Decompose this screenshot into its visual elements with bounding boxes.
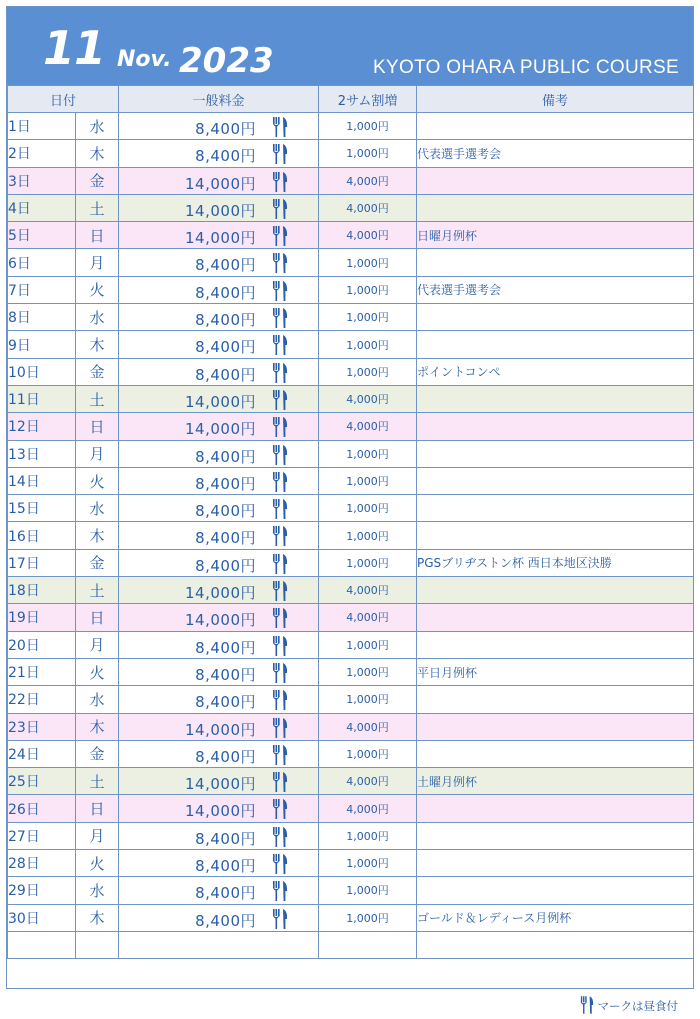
empty-cell xyxy=(417,931,694,958)
fee-amount: 8,400円 xyxy=(195,283,257,302)
fork-knife-icon xyxy=(272,445,288,465)
date-cell: 3日 xyxy=(8,167,76,194)
note-cell: ポイントコンペ xyxy=(417,358,694,385)
fee-amount: 8,400円 xyxy=(195,147,257,166)
weekday-cell: 水 xyxy=(76,304,119,331)
fee-amount: 14,000円 xyxy=(185,611,257,630)
note-cell xyxy=(417,467,694,494)
weekday-cell: 月 xyxy=(76,249,119,276)
note-cell: PGSブリヂストン杯 西日本地区決勝 xyxy=(417,549,694,576)
fee-cell xyxy=(119,522,319,549)
two-some-surcharge-cell: 1,000円 xyxy=(319,331,417,358)
weekday-cell: 日 xyxy=(76,604,119,631)
date-cell: 16日 xyxy=(8,522,76,549)
table-row xyxy=(8,877,694,904)
two-some-surcharge-cell: 1,000円 xyxy=(319,740,417,767)
two-some-surcharge-cell: 4,000円 xyxy=(319,413,417,440)
fork-knife-icon xyxy=(272,909,288,929)
weekday-cell: 日 xyxy=(76,413,119,440)
fee-amount: 8,400円 xyxy=(195,857,257,876)
two-some-surcharge-cell: 4,000円 xyxy=(319,194,417,221)
date-cell: 29日 xyxy=(8,877,76,904)
weekday-cell: 火 xyxy=(76,850,119,877)
fee-amount: 14,000円 xyxy=(185,775,257,794)
note-cell xyxy=(417,113,694,140)
note-cell xyxy=(417,795,694,822)
note-cell xyxy=(417,713,694,740)
date-cell: 27日 xyxy=(8,822,76,849)
date-cell: 19日 xyxy=(8,604,76,631)
fork-knife-icon xyxy=(272,581,288,601)
date-cell: 4日 xyxy=(8,194,76,221)
date-cell: 11日 xyxy=(8,385,76,412)
course-name: KYOTO OHARA PUBLIC COURSE xyxy=(373,57,679,78)
fork-knife-icon xyxy=(272,690,288,710)
fee-amount: 8,400円 xyxy=(195,556,257,575)
fee-amount: 8,400円 xyxy=(195,884,257,903)
fork-knife-icon xyxy=(272,772,288,792)
table-header-row xyxy=(8,86,694,113)
two-some-surcharge-cell: 1,000円 xyxy=(319,522,417,549)
fee-cell xyxy=(119,768,319,795)
legend-text: マークは昼食付 xyxy=(597,999,678,1013)
two-some-surcharge-cell: 4,000円 xyxy=(319,385,417,412)
empty-cell xyxy=(119,931,319,958)
fee-amount: 14,000円 xyxy=(185,392,257,411)
date-cell: 5日 xyxy=(8,222,76,249)
fee-cell xyxy=(119,140,319,167)
note-cell xyxy=(417,822,694,849)
col-header-two-some: 2サム割増 xyxy=(319,86,417,113)
col-header-notes: 備考 xyxy=(417,86,694,113)
two-some-surcharge-cell: 4,000円 xyxy=(319,167,417,194)
weekday-cell: 金 xyxy=(76,549,119,576)
weekday-cell: 土 xyxy=(76,194,119,221)
weekday-cell: 火 xyxy=(76,276,119,303)
date-cell: 26日 xyxy=(8,795,76,822)
date-cell: 12日 xyxy=(8,413,76,440)
fee-cell xyxy=(119,276,319,303)
fork-knife-icon xyxy=(272,663,288,683)
fee-cell xyxy=(119,413,319,440)
date-cell: 24日 xyxy=(8,740,76,767)
note-cell xyxy=(417,631,694,658)
note-cell xyxy=(417,249,694,276)
fork-knife-icon xyxy=(272,472,288,492)
fork-knife-icon xyxy=(272,608,288,628)
fork-knife-icon xyxy=(272,636,288,656)
fee-cell xyxy=(119,495,319,522)
fee-amount: 8,400円 xyxy=(195,693,257,712)
col-header-date: 日付 xyxy=(8,86,119,113)
fee-amount: 8,400円 xyxy=(195,120,257,138)
fee-amount: 14,000円 xyxy=(185,802,257,821)
fee-amount: 8,400円 xyxy=(195,665,257,684)
date-cell: 28日 xyxy=(8,850,76,877)
fork-knife-icon xyxy=(272,199,288,219)
date-cell: 22日 xyxy=(8,686,76,713)
weekday-cell: 日 xyxy=(76,795,119,822)
weekday-cell: 土 xyxy=(76,768,119,795)
date-cell: 25日 xyxy=(8,768,76,795)
fee-cell xyxy=(119,194,319,221)
table-row xyxy=(8,795,694,822)
fee-amount: 8,400円 xyxy=(195,638,257,657)
two-some-surcharge-cell: 1,000円 xyxy=(319,631,417,658)
note-cell xyxy=(417,385,694,412)
month-name: Nov. xyxy=(117,47,172,72)
two-some-surcharge-cell: 4,000円 xyxy=(319,713,417,740)
fee-cell xyxy=(119,358,319,385)
two-some-surcharge-cell: 4,000円 xyxy=(319,795,417,822)
fee-cell xyxy=(119,740,319,767)
empty-cell xyxy=(8,931,76,958)
fee-cell xyxy=(119,440,319,467)
date-cell: 8日 xyxy=(8,304,76,331)
table-row xyxy=(8,194,694,221)
weekday-cell: 水 xyxy=(76,113,119,140)
fee-amount: 14,000円 xyxy=(185,229,257,248)
table-row xyxy=(8,686,694,713)
two-some-surcharge-cell: 1,000円 xyxy=(319,440,417,467)
date-cell: 14日 xyxy=(8,467,76,494)
two-some-surcharge-cell: 1,000円 xyxy=(319,549,417,576)
fee-cell xyxy=(119,658,319,685)
fee-cell xyxy=(119,577,319,604)
page-header xyxy=(7,7,693,85)
note-cell xyxy=(417,331,694,358)
table-row xyxy=(8,740,694,767)
fee-amount: 8,400円 xyxy=(195,529,257,548)
table-row xyxy=(8,276,694,303)
fork-knife-icon xyxy=(272,363,288,383)
fork-knife-icon xyxy=(272,854,288,874)
table-row xyxy=(8,222,694,249)
fee-amount: 14,000円 xyxy=(185,584,257,603)
date-cell: 7日 xyxy=(8,276,76,303)
note-cell xyxy=(417,413,694,440)
weekday-cell: 木 xyxy=(76,331,119,358)
fee-cell xyxy=(119,631,319,658)
two-some-surcharge-cell: 1,000円 xyxy=(319,850,417,877)
weekday-cell: 火 xyxy=(76,467,119,494)
date-cell: 9日 xyxy=(8,331,76,358)
two-some-surcharge-cell: 1,000円 xyxy=(319,276,417,303)
date-cell: 10日 xyxy=(8,358,76,385)
two-some-surcharge-cell: 1,000円 xyxy=(319,467,417,494)
two-some-surcharge-cell: 4,000円 xyxy=(319,604,417,631)
two-some-surcharge-cell: 1,000円 xyxy=(319,822,417,849)
weekday-cell: 土 xyxy=(76,577,119,604)
fee-amount: 8,400円 xyxy=(195,829,257,848)
fee-cell xyxy=(119,686,319,713)
weekday-cell: 木 xyxy=(76,713,119,740)
two-some-surcharge-cell: 1,000円 xyxy=(319,304,417,331)
table-row xyxy=(8,904,694,931)
fee-cell xyxy=(119,604,319,631)
fee-amount: 8,400円 xyxy=(195,911,257,930)
fork-knife-icon xyxy=(272,499,288,519)
fee-cell xyxy=(119,713,319,740)
two-some-surcharge-cell: 1,000円 xyxy=(319,495,417,522)
note-cell: ゴールド＆レディース月例杯 xyxy=(417,904,694,931)
fee-amount: 14,000円 xyxy=(185,720,257,739)
date-cell: 20日 xyxy=(8,631,76,658)
weekday-cell: 月 xyxy=(76,440,119,467)
note-cell: 代表選手選考会 xyxy=(417,140,694,167)
weekday-cell: 木 xyxy=(76,904,119,931)
weekday-cell: 水 xyxy=(76,686,119,713)
weekday-cell: 水 xyxy=(76,877,119,904)
table-row xyxy=(8,522,694,549)
fork-knife-icon xyxy=(272,335,288,355)
table-row xyxy=(8,113,694,140)
table-row xyxy=(8,604,694,631)
weekday-cell: 火 xyxy=(76,658,119,685)
fee-cell xyxy=(119,549,319,576)
fork-knife-icon xyxy=(272,144,288,164)
fork-knife-icon xyxy=(272,718,288,738)
table-row xyxy=(8,413,694,440)
year: 2023 xyxy=(179,41,274,81)
fee-cell xyxy=(119,904,319,931)
fee-cell xyxy=(119,850,319,877)
note-cell xyxy=(417,304,694,331)
date-cell: 17日 xyxy=(8,549,76,576)
note-cell xyxy=(417,604,694,631)
table-row xyxy=(8,549,694,576)
fork-knife-icon xyxy=(272,253,288,273)
fee-amount: 8,400円 xyxy=(195,338,257,357)
legend xyxy=(580,996,679,1014)
note-cell xyxy=(417,440,694,467)
table-row xyxy=(8,140,694,167)
fork-knife-icon xyxy=(272,172,288,192)
empty-cell xyxy=(76,931,119,958)
table-row xyxy=(8,577,694,604)
table-row xyxy=(8,631,694,658)
date-cell: 2日 xyxy=(8,140,76,167)
fork-knife-icon xyxy=(272,390,288,410)
fork-knife-icon xyxy=(272,799,288,819)
fee-amount: 14,000円 xyxy=(185,420,257,439)
table-row xyxy=(8,713,694,740)
fork-knife-icon xyxy=(272,827,288,847)
weekday-cell: 月 xyxy=(76,631,119,658)
date-cell: 15日 xyxy=(8,495,76,522)
weekday-cell: 金 xyxy=(76,358,119,385)
fee-calendar-table xyxy=(7,85,694,959)
fee-cell xyxy=(119,877,319,904)
fee-cell xyxy=(119,795,319,822)
fork-knife-icon xyxy=(272,117,288,137)
fee-amount: 8,400円 xyxy=(195,474,257,493)
fork-knife-icon xyxy=(272,554,288,574)
fork-knife-icon xyxy=(272,226,288,246)
table-row xyxy=(8,358,694,385)
two-some-surcharge-cell: 1,000円 xyxy=(319,358,417,385)
table-row xyxy=(8,495,694,522)
table-row xyxy=(8,167,694,194)
two-some-surcharge-cell: 4,000円 xyxy=(319,222,417,249)
fee-cell xyxy=(119,167,319,194)
weekday-cell: 水 xyxy=(76,495,119,522)
date-cell: 18日 xyxy=(8,577,76,604)
note-cell xyxy=(417,686,694,713)
note-cell xyxy=(417,167,694,194)
weekday-cell: 土 xyxy=(76,385,119,412)
fork-knife-icon xyxy=(272,881,288,901)
table-row xyxy=(8,304,694,331)
date-cell: 23日 xyxy=(8,713,76,740)
two-some-surcharge-cell: 1,000円 xyxy=(319,686,417,713)
table-row xyxy=(8,467,694,494)
note-cell: 日曜月例杯 xyxy=(417,222,694,249)
two-some-surcharge-cell: 1,000円 xyxy=(319,658,417,685)
empty-cell xyxy=(319,931,417,958)
fork-knife-icon xyxy=(272,526,288,546)
weekday-cell: 木 xyxy=(76,140,119,167)
date-cell: 13日 xyxy=(8,440,76,467)
month-number: 11 xyxy=(43,21,106,75)
empty-row xyxy=(8,931,694,958)
note-cell: 平日月例杯 xyxy=(417,658,694,685)
note-cell xyxy=(417,850,694,877)
note-cell xyxy=(417,577,694,604)
table-row xyxy=(8,850,694,877)
table-row xyxy=(8,331,694,358)
fork-knife-icon xyxy=(272,745,288,765)
date-cell: 6日 xyxy=(8,249,76,276)
fee-amount: 14,000円 xyxy=(185,201,257,220)
two-some-surcharge-cell: 1,000円 xyxy=(319,113,417,140)
fee-cell xyxy=(119,249,319,276)
date-cell: 30日 xyxy=(8,904,76,931)
table-row xyxy=(8,385,694,412)
note-cell xyxy=(417,495,694,522)
fee-amount: 8,400円 xyxy=(195,256,257,275)
fee-cell xyxy=(119,467,319,494)
fee-amount: 8,400円 xyxy=(195,747,257,766)
table-row xyxy=(8,822,694,849)
fee-amount: 8,400円 xyxy=(195,311,257,330)
note-cell xyxy=(417,522,694,549)
note-cell: 土曜月例杯 xyxy=(417,768,694,795)
fee-amount: 14,000円 xyxy=(185,174,257,193)
weekday-cell: 日 xyxy=(76,222,119,249)
col-header-fee: 一般料金 xyxy=(119,86,319,113)
note-cell xyxy=(417,740,694,767)
fork-knife-icon xyxy=(272,308,288,328)
weekday-cell: 金 xyxy=(76,167,119,194)
fee-cell xyxy=(119,822,319,849)
fork-knife-icon xyxy=(580,996,594,1014)
two-some-surcharge-cell: 1,000円 xyxy=(319,877,417,904)
fee-cell xyxy=(119,304,319,331)
fee-amount: 8,400円 xyxy=(195,365,257,384)
two-some-surcharge-cell: 1,000円 xyxy=(319,249,417,276)
table-row xyxy=(8,440,694,467)
fee-cell xyxy=(119,385,319,412)
fee-cell xyxy=(119,113,319,140)
note-cell: 代表選手選考会 xyxy=(417,276,694,303)
fork-knife-icon xyxy=(272,281,288,301)
two-some-surcharge-cell: 1,000円 xyxy=(319,140,417,167)
fee-amount: 8,400円 xyxy=(195,502,257,521)
table-row xyxy=(8,658,694,685)
fork-knife-icon xyxy=(272,417,288,437)
fee-cell xyxy=(119,331,319,358)
date-cell: 1日 xyxy=(8,113,76,140)
note-cell xyxy=(417,877,694,904)
weekday-cell: 金 xyxy=(76,740,119,767)
table-row xyxy=(8,249,694,276)
date-cell: 21日 xyxy=(8,658,76,685)
two-some-surcharge-cell: 1,000円 xyxy=(319,904,417,931)
note-cell xyxy=(417,194,694,221)
fee-amount: 8,400円 xyxy=(195,447,257,466)
table-row xyxy=(8,768,694,795)
two-some-surcharge-cell: 4,000円 xyxy=(319,768,417,795)
weekday-cell: 月 xyxy=(76,822,119,849)
fee-cell xyxy=(119,222,319,249)
weekday-cell: 木 xyxy=(76,522,119,549)
two-some-surcharge-cell: 4,000円 xyxy=(319,577,417,604)
